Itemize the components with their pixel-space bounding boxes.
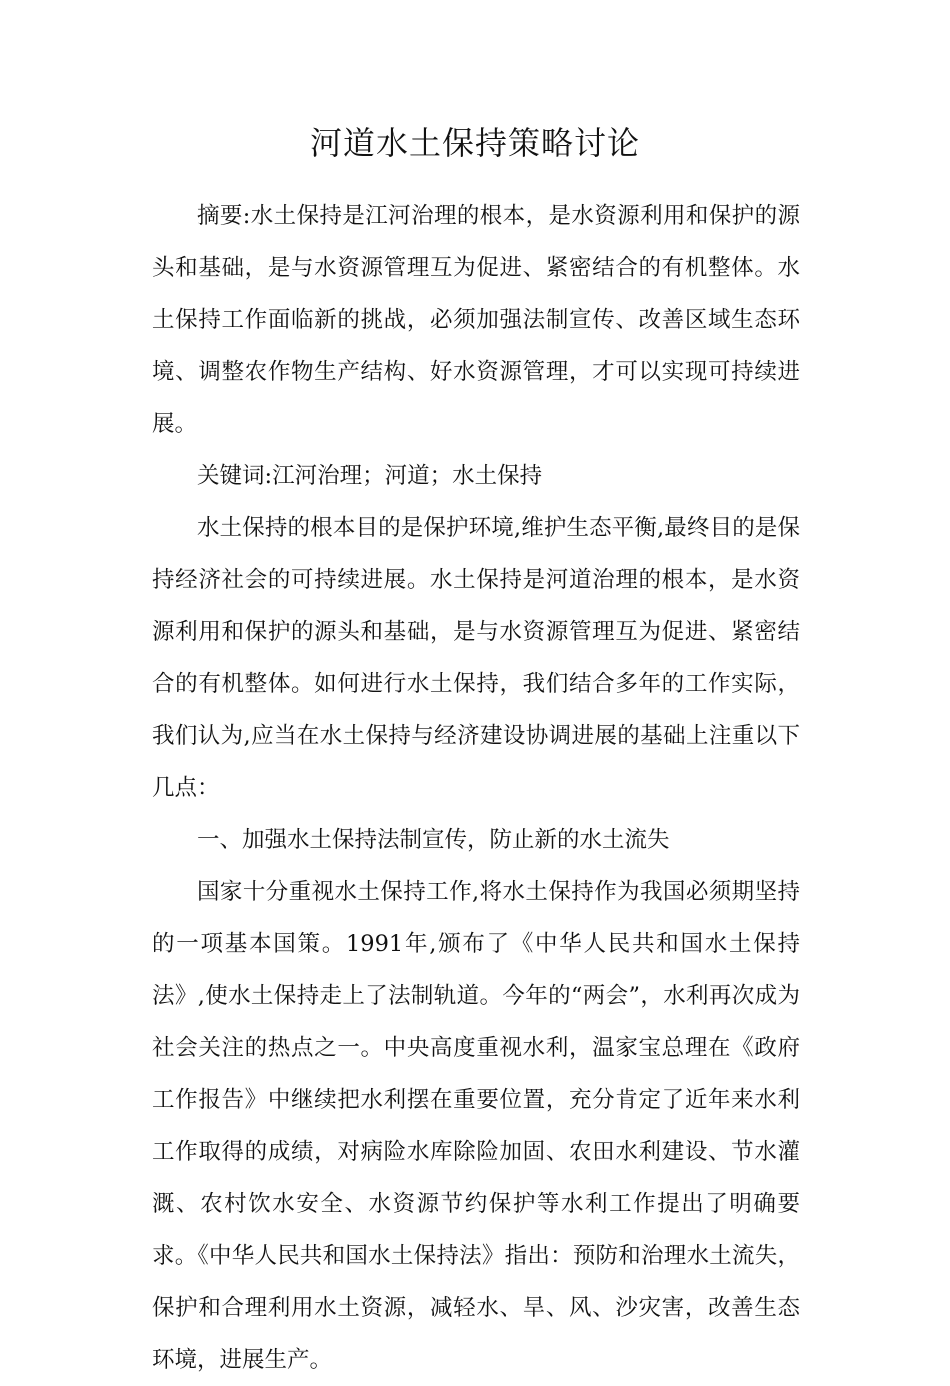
abstract-paragraph: 摘要:水土保持是江河治理的根本，是水资源利用和保护的源头和基础，是与水资源管理互为促进、紧密结合的有机整体。水土保持工作面临新的挑战，必须加强法制宣传、改善区域生态环境、调整农作物生产结构、好水资源管理，才可以实现可持续进展。 (152, 203, 800, 437)
intro-paragraph: 水土保持的根本目的是保护环境,维护生态平衡,最终目的是保持经济社会的可持续进展。水土保持是河道治理的根本，是水资源利用和保护的源头和基础，是与水资源管理互为促进、紧密结合的有机整体。如何进行水土保持，我们结合多年的工作实际，我们认为,应当在水土保持与经济建设协调进展的基础上注重以下几点： (152, 515, 800, 801)
document-body (152, 190, 800, 1386)
document-title: 河道水土保持策略讨论 (309, 124, 640, 162)
section-heading-1: 一、加强水土保持法制宣传，防止新的水土流失 (197, 827, 670, 853)
section-1-paragraph: 国家十分重视水土保持工作,将水土保持作为我国必须期坚持的一项基本国策。1991年,颁布了《中华人民共和国水土保持法》,使水土保持走上了法制轨道。今年的“两会”，水利再次成为社会关注的热点之一。中央高度重视水利，温家宝总理在《政府工作报告》中继续把水利摆在重要位置，充分肯定了近年来水利工作取得的成绩，对病险水库除险加固、农田水利建设、节水灌溉、农村饮水安全、水资源节约保护等水利工作提出了明确要求。《中华人民共和国水土保持法》指出：预防和治理水土流失，保护和合理利用水土资源，减轻水、旱、风、沙灾害，改善生态环境，进展生产。 (152, 879, 800, 1373)
keywords-paragraph: 关键词:江河治理；河道；水土保持 (197, 463, 543, 489)
